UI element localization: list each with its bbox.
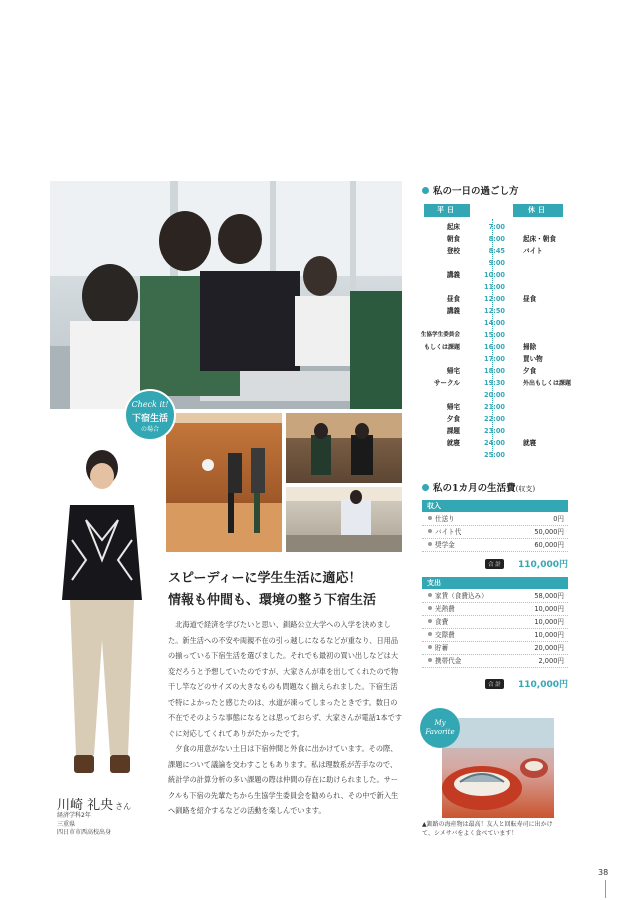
income-row	[422, 540, 568, 552]
schedule-time: 12:00	[484, 295, 505, 303]
schedule-row	[420, 342, 580, 353]
income-total-label: 合 計	[485, 559, 504, 569]
article-body	[168, 617, 402, 819]
student-portrait-photo	[56, 450, 148, 780]
expense-item-label: 携帯代金	[428, 656, 461, 667]
income-row	[422, 514, 568, 526]
budget-section-title	[422, 480, 535, 494]
schedule-row	[420, 330, 580, 341]
schedule-row	[420, 282, 580, 293]
schedule-row	[420, 258, 580, 269]
student-high-school: 四日市市西高校出身	[57, 829, 112, 836]
schedule-time: 10:00	[484, 271, 505, 279]
schedule-row	[420, 438, 580, 449]
schedule-row	[420, 414, 580, 425]
schedule-row	[420, 246, 580, 257]
schedule-row	[420, 378, 580, 389]
weekday-activity: 夕食	[446, 415, 460, 423]
expense-item-label: 交際費	[428, 630, 455, 641]
student-prefecture: 三重県	[57, 820, 76, 828]
income-total	[480, 557, 570, 571]
expense-row	[422, 643, 568, 655]
weekday-tag: 平日	[424, 204, 470, 217]
bullet-icon	[422, 484, 429, 491]
weekday-activity: 講義	[446, 271, 460, 279]
holiday-activity: 夕食	[523, 367, 537, 375]
schedule-row	[420, 390, 580, 401]
schedule-row	[420, 450, 580, 461]
student-name	[57, 794, 131, 813]
headline-line-1: スピーディーに学生生活に適応！	[168, 571, 362, 586]
page-number-rule	[605, 880, 606, 898]
expense-item-value: 2,000円	[538, 657, 564, 665]
schedule-time: 12:50	[484, 307, 505, 315]
weekday-activity: 朝食	[446, 235, 460, 243]
schedule-row	[420, 366, 580, 377]
income-header: 収入	[422, 500, 568, 512]
expense-item-value: 10,000円	[534, 605, 564, 613]
schedule-time: 16:00	[484, 343, 505, 351]
schedule-time: 24:00	[484, 439, 505, 447]
expense-row	[422, 591, 568, 603]
expense-item-label: 家賃（食費込み）	[428, 591, 488, 602]
schedule-row	[420, 222, 580, 233]
students-chatting-photo	[50, 181, 402, 409]
schedule-time: 18:00	[484, 367, 505, 375]
expense-item-value: 20,000円	[534, 644, 564, 652]
favorite-badge-line-1: My	[434, 719, 446, 727]
schedule-time: 22:00	[484, 415, 505, 423]
schedule-row	[420, 270, 580, 281]
weekday-activity: 登校	[446, 247, 460, 255]
holiday-activity: 掃除	[523, 343, 537, 351]
expense-header: 支出	[422, 577, 568, 589]
schedule-time: 19:30	[484, 379, 505, 387]
expense-item-label: 貯蓄	[428, 643, 448, 654]
student-department: 経済学科2年	[57, 812, 91, 819]
schedule-time: 20:00	[484, 391, 505, 399]
expense-row	[422, 630, 568, 642]
weekday-activity: 起床	[446, 223, 460, 231]
expense-row	[422, 604, 568, 616]
badge-check-text: Check it!	[131, 400, 169, 409]
article-paragraph-2: 夕食の用意がない土日は下宿仲間と外食に出かけています。その際、課題について議論を交わすこともあります。私は理数系が苦手なので、統計学の計算分析の多い課題の際は仲間の存在に助けられました。サークルも下宿の先輩たちから生協学生委員会を勧められ、その中で新入生へ釧路を紹介するなどの活動を楽しんでいます。	[168, 744, 399, 815]
schedule-row	[420, 318, 580, 329]
weekday-activity: 就寝	[446, 439, 460, 447]
student-honorific: さん	[115, 802, 132, 811]
income-item-label: 仕送り	[428, 514, 455, 525]
badge-main-text: 下宿生活	[131, 414, 168, 424]
schedule-time: 8:00	[488, 235, 505, 243]
expense-item-label: 光熱費	[428, 604, 455, 615]
expense-total-label: 合 計	[485, 679, 504, 689]
schedule-time: 15:00	[484, 331, 505, 339]
income-total-value: 110,000円	[518, 560, 568, 570]
expense-item-value: 10,000円	[534, 618, 564, 626]
holiday-activity: 就寝	[523, 439, 537, 447]
cafeteria-photo	[286, 487, 402, 552]
check-it-badge	[124, 389, 176, 441]
expense-item-value: 58,000円	[534, 592, 564, 600]
schedule-time: 23:00	[484, 427, 505, 435]
income-item-value: 50,000円	[534, 528, 564, 536]
weekday-activity: 講義	[446, 307, 460, 315]
weekday-activity: 課題	[446, 427, 460, 435]
favorite-caption: ▲釧路の海産物は最高！友人と回転寿司に出かけて、シメサバをよく食べています！	[422, 821, 553, 837]
weekday-activity: サークル	[433, 379, 460, 387]
holiday-activity: バイト	[523, 247, 543, 255]
schedule-time: 14:00	[484, 319, 505, 327]
schedule-row	[420, 426, 580, 437]
badge-sub-text: の場合	[140, 426, 159, 433]
schedule-time: 17:00	[484, 355, 505, 363]
schedule-row	[420, 306, 580, 317]
article-headline	[168, 568, 408, 612]
expense-total	[480, 677, 570, 691]
schedule-time: 21:00	[484, 403, 505, 411]
expense-total-value: 110,000円	[518, 680, 568, 690]
student-profile	[57, 812, 111, 838]
page-number: 38	[598, 868, 609, 877]
income-item-label: バイト代	[428, 527, 461, 538]
schedule-time: 25:00	[484, 451, 505, 459]
holiday-activity: 昼食	[523, 295, 537, 303]
schedule-time: 9:00	[488, 259, 505, 267]
gym-soccer-photo	[166, 413, 282, 552]
schedule-section-title	[422, 183, 519, 197]
schedule-row	[420, 402, 580, 413]
holiday-activity: 外出もしくは課題	[523, 380, 572, 387]
holiday-activity: 起床・朝食	[523, 235, 556, 243]
budget-title-text: 私の1カ月の生活費	[433, 483, 516, 494]
weekday-activity: 昼食	[446, 295, 460, 303]
weekday-activity: 帰宅	[446, 367, 460, 375]
holiday-activity: 買い物	[523, 355, 543, 363]
article-paragraph-1: 北海道で経済を学びたいと思い、釧路公立大学への入学を決めました。新生活への不安や両親不在の引っ越しになるなどが重なり、日用品の揃っている下宿生活を選びました。それでも最初の買い出しなどは大変だろうと予想していたのですが、大家さんが車を出してくれたので物干し竿などのサイズの大きなものも問題なく揃えられました。下宿生活で特によかったと感じたのは、水道が凍ってしまったときです。数日の不在でそのような事態になるとは思っておらず、大家さんが電話1本ですぐに対応してくれてありがたかったです。	[168, 620, 403, 738]
bullet-icon	[422, 187, 429, 194]
income-item-value: 60,000円	[534, 541, 564, 549]
weekday-activity: 生協学生委員会	[420, 332, 460, 338]
weekday-activity: もしくは課題	[423, 344, 460, 351]
income-item-value: 0円	[553, 515, 564, 523]
dorm-room-photo	[286, 413, 402, 483]
my-favorite-badge	[420, 708, 460, 748]
budget-title-sub: (収支)	[515, 485, 536, 493]
headline-line-2: 情報も仲間も、環境の整う下宿生活	[168, 593, 377, 608]
schedule-time: 7:00	[488, 223, 505, 231]
favorite-badge-line-2: Favorite	[425, 728, 455, 736]
weekday-activity: 帰宅	[446, 403, 460, 411]
schedule-time: 11:00	[484, 283, 505, 291]
income-row	[422, 527, 568, 539]
expense-item-value: 10,000円	[534, 631, 564, 639]
schedule-row	[420, 354, 580, 365]
expense-row	[422, 656, 568, 668]
schedule-row	[420, 234, 580, 245]
schedule-title-text: 私の一日の過ごし方	[433, 186, 519, 197]
holiday-tag: 休日	[513, 204, 563, 217]
schedule-time: 8:45	[488, 247, 505, 255]
schedule-row	[420, 294, 580, 305]
income-item-label: 奨学金	[428, 540, 455, 551]
student-name-text: 川崎 礼央	[57, 798, 114, 813]
expense-item-label: 食費	[428, 617, 448, 628]
expense-row	[422, 617, 568, 629]
